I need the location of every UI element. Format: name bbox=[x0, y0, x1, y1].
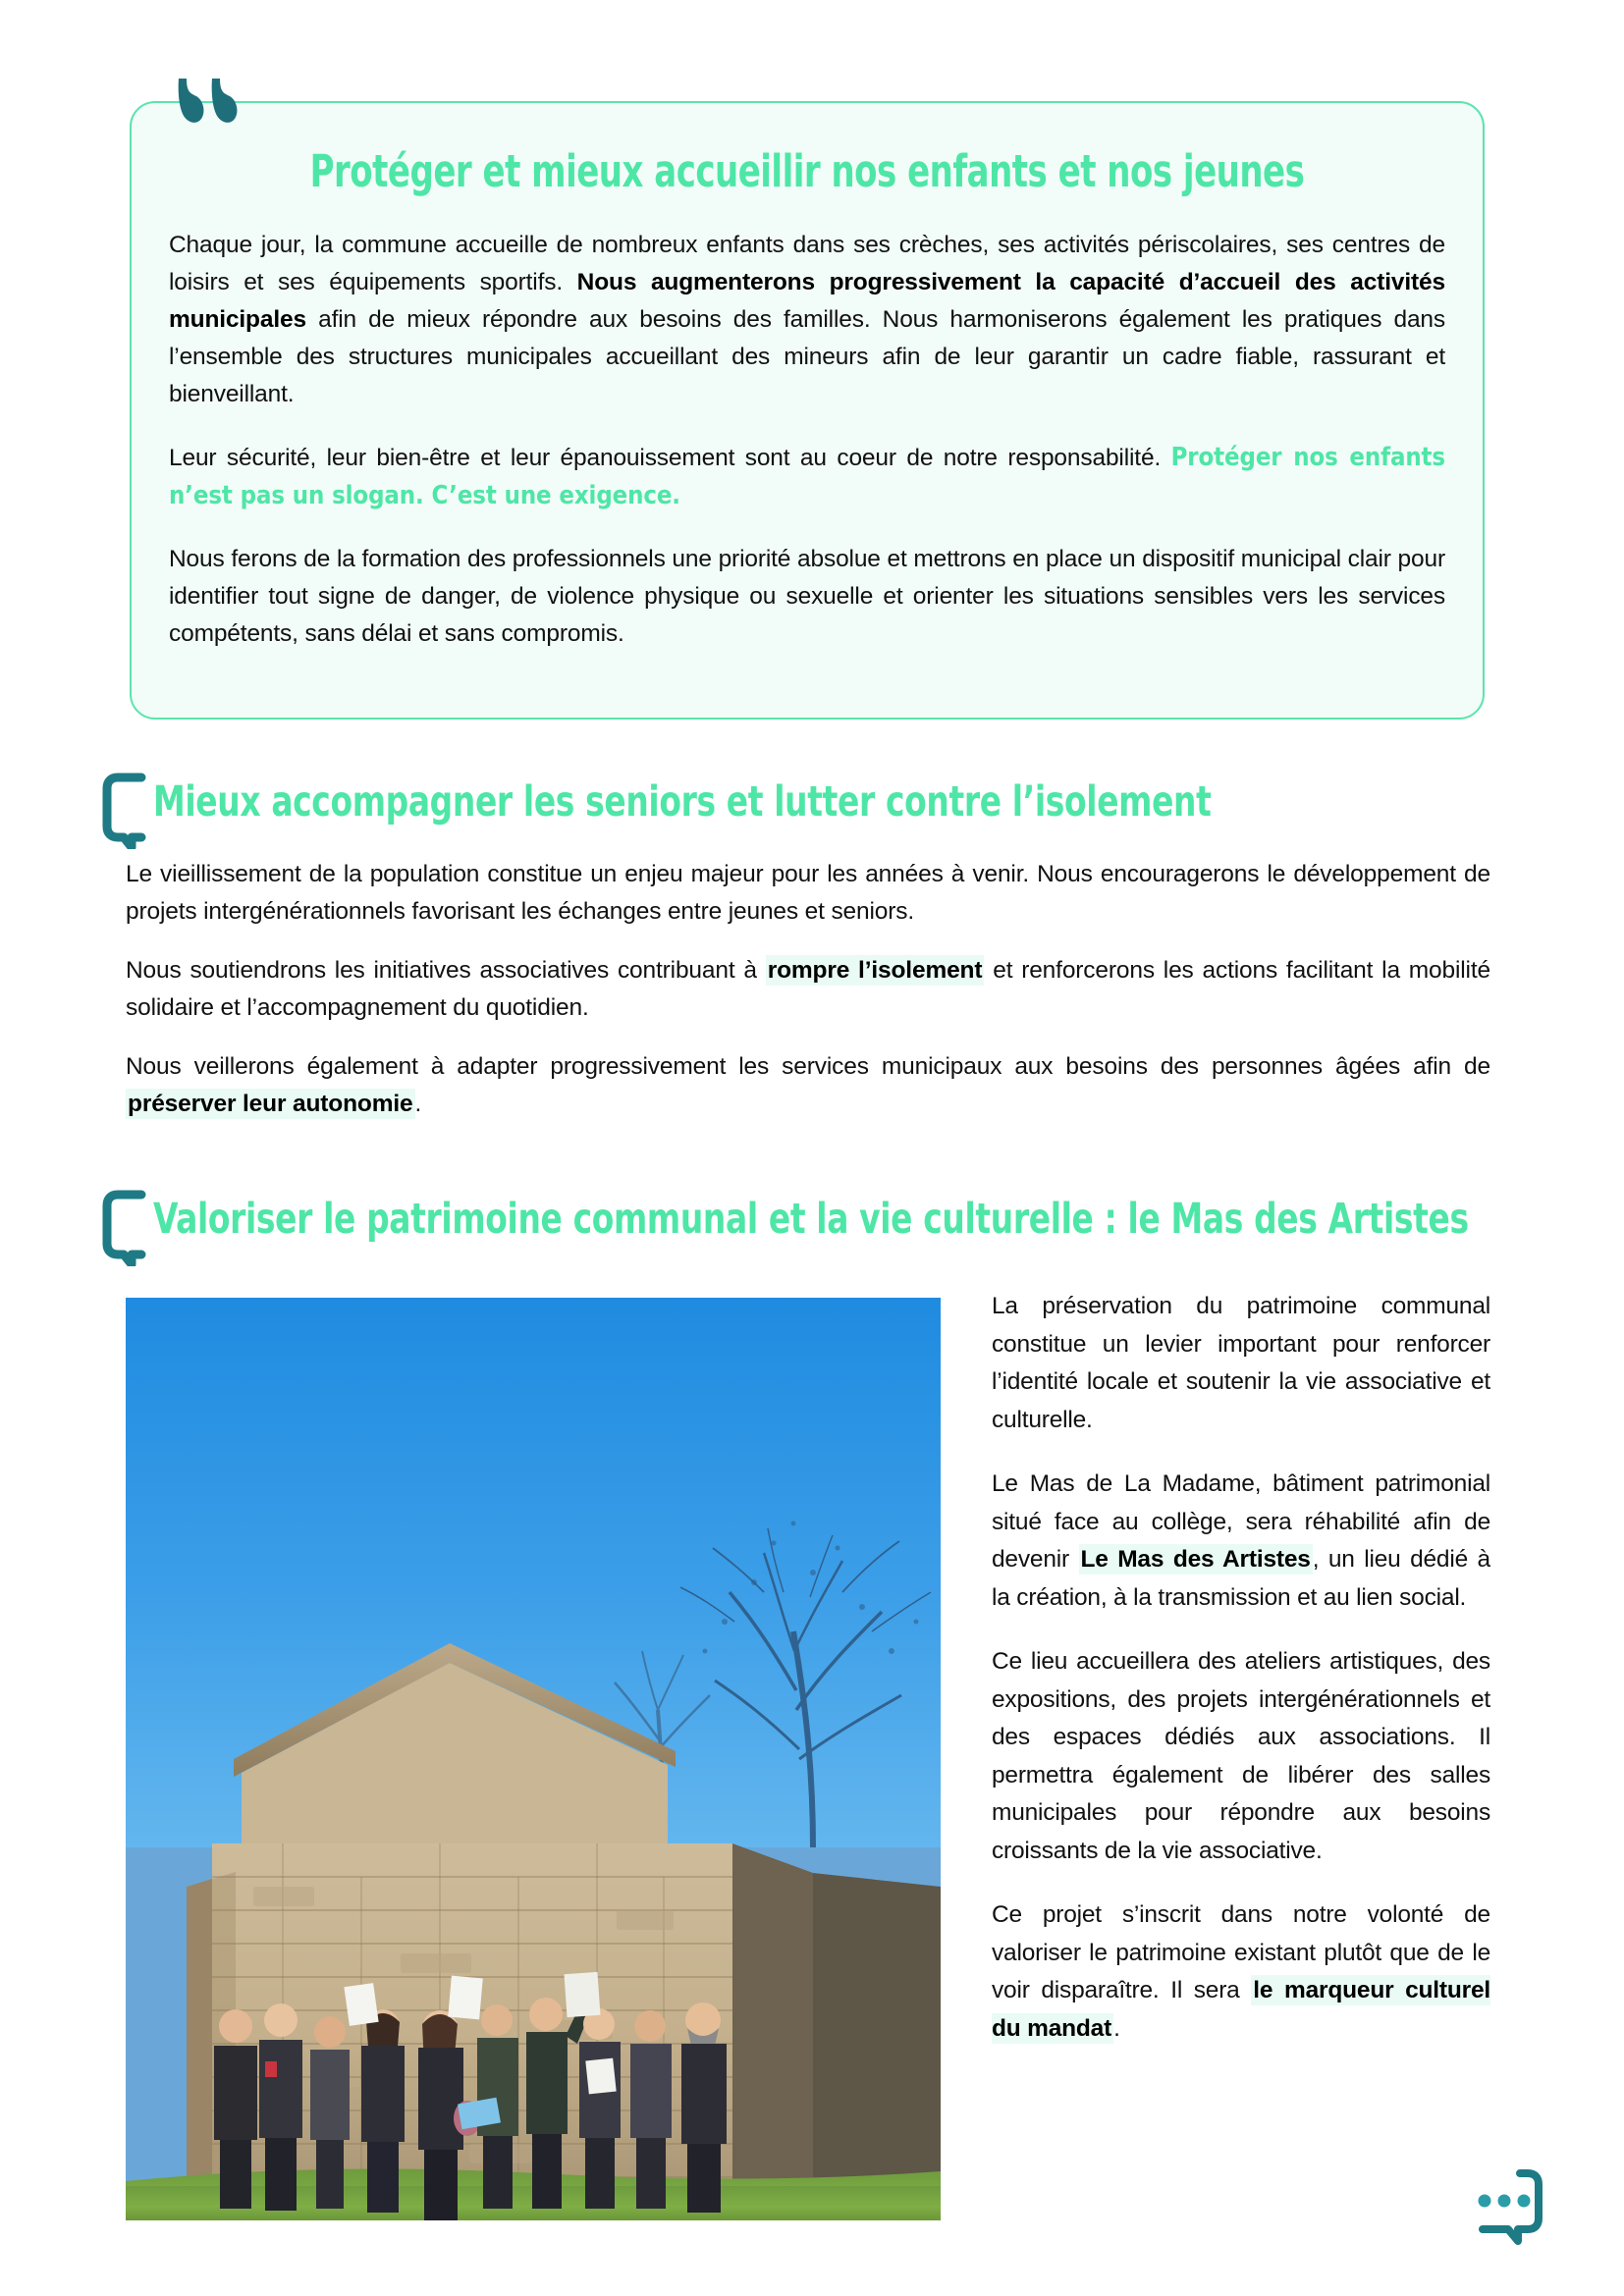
quote-callout-box bbox=[130, 101, 1485, 720]
speech-bubble-dots-icon bbox=[1463, 2168, 1547, 2245]
patrimoine-paragraph-2 bbox=[992, 1466, 1490, 1617]
seniors-p2-highlight: rompre l’isolement bbox=[767, 957, 983, 984]
callout-slogan: Protéger nos enfants n’est pas un slogan. C’est une exigence. bbox=[169, 443, 1445, 510]
patrimoine-p4-text-b: . bbox=[1113, 2014, 1120, 2042]
callout-paragraph-3: Nous ferons de la formation des professionnels une priorité absolue et mettrons en place un dispositif municipal clair pour identifier tout signe de danger, de violence physique ou sexuelle et orienter les situations sensibles vers les services compétents, sans délai et sans compromis. bbox=[169, 546, 1445, 647]
callout-p1-text-b: afin de mieux répondre aux besoins des familles. Nous harmoniserons également les pratiques dans l’ensemble des structures municipales accueillant des mineurs afin de leur garantir un cadre fiable, rassurant et bienveillant. bbox=[169, 306, 1445, 407]
callout-p1-bold: Nous augmenterons progressivement la capacité d’accueil des activités municipales bbox=[169, 269, 1445, 333]
callout-paragraph-2 bbox=[169, 439, 1445, 515]
seniors-p3-text-a: Nous veillerons également à adapter progressivement les services municipaux aux besoins des personnes âgées afin de bbox=[126, 1053, 1490, 1080]
patrimoine-paragraph-3: Ce lieu accueillera des ateliers artistiques, des expositions, des projets intergénérationnels et des espaces dédiés aux associations. Il permettra également de libérer des salles municipales pour répondre aux besoins croissants de la vie associative. bbox=[992, 1648, 1490, 1864]
seniors-paragraph-2 bbox=[126, 952, 1490, 1027]
quotation-mark-icon bbox=[175, 77, 245, 137]
patrimoine-p4-highlight: le marqueur culturel du mandat bbox=[992, 1977, 1490, 2042]
speech-bubble-bracket-icon bbox=[98, 773, 149, 849]
callout-body bbox=[132, 227, 1483, 653]
patrimoine-p4-text-a: Ce projet s’inscrit dans notre volonté de valoriser le patrimoine existant plutôt que de le voir disparaître. Il sera bbox=[992, 1901, 1490, 2003]
photo-mas-de-la-madame bbox=[126, 1298, 941, 2220]
seniors-paragraph-3 bbox=[126, 1048, 1490, 1123]
seniors-p2-text-a: Nous soutiendrons les initiatives associatives contribuant à bbox=[126, 957, 766, 984]
patrimoine-text-column bbox=[992, 1288, 1490, 2048]
callout-p2-text-a: Leur sécurité, leur bien-être et leur épanouissement sont au coeur de notre responsabilité. bbox=[169, 445, 1171, 471]
section-title-seniors: Mieux accompagner les seniors et lutter contre l’isolement bbox=[153, 777, 1212, 827]
seniors-paragraph-1: Le vieillissement de la population constitue un enjeu majeur pour les années à venir. Nous encouragerons le développement de projets intergénérationnels favorisant les échanges entre jeunes et seniors. bbox=[126, 861, 1490, 925]
patrimoine-paragraph-1: La préservation du patrimoine communal constitue un levier important pour renforcer l’identité locale et soutenir la vie associative et culturelle. bbox=[992, 1293, 1490, 1433]
seniors-p3-highlight: préserver leur autonomie bbox=[128, 1091, 413, 1117]
speech-bubble-bracket-icon bbox=[98, 1190, 149, 1266]
callout-title: Protéger et mieux accueillir nos enfants et nos jeunes bbox=[309, 145, 1305, 197]
patrimoine-paragraph-4 bbox=[992, 1896, 1490, 2048]
callout-paragraph-1 bbox=[169, 227, 1445, 413]
seniors-p3-text-b: . bbox=[414, 1091, 422, 1117]
section-heading-patrimoine bbox=[98, 1188, 1624, 1266]
callout-p1-text-a: Chaque jour, la commune accueille de nombreux enfants dans ses crèches, ses activités périscolaires, ses centres de loisirs et ses équipements sportifs. bbox=[169, 232, 1445, 295]
patrimoine-p2-highlight: Le Mas des Artistes bbox=[1080, 1546, 1311, 1573]
patrimoine-p2-text-b: , un lieu dédié à la création, à la transmission et au lien social. bbox=[992, 1546, 1490, 1611]
section-title-patrimoine: Valoriser le patrimoine communal et la vie culturelle : le Mas des Artistes bbox=[153, 1195, 1469, 1244]
seniors-text-block bbox=[126, 856, 1490, 1123]
seniors-p2-text-b: et renforcerons les actions facilitant la mobilité solidaire et l’accompagnement du quotidien. bbox=[126, 957, 1490, 1021]
patrimoine-p2-text-a: Le Mas de La Madame, bâtiment patrimonial situé face au collège, sera réhabilité afin de devenir bbox=[992, 1470, 1490, 1573]
section-heading-seniors bbox=[98, 771, 1398, 849]
